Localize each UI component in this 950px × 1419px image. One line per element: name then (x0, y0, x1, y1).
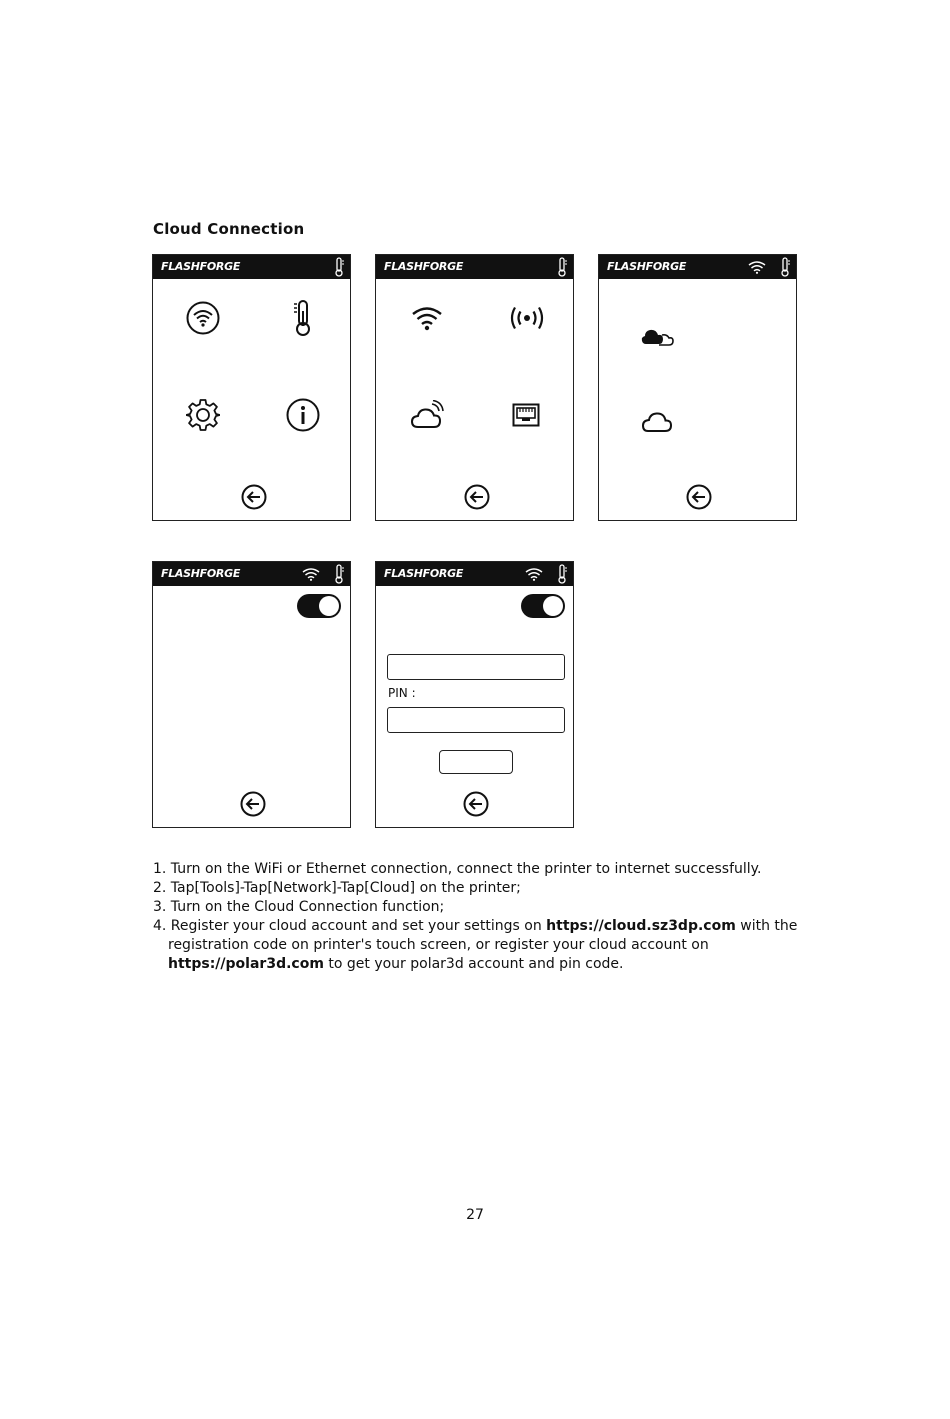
pin-field[interactable] (387, 707, 565, 733)
brand-logo: FLASHFORGE (384, 567, 464, 580)
step-4 (153, 917, 813, 936)
thermometer-icon (557, 564, 567, 584)
instructions (153, 860, 813, 974)
toggle-knob (319, 596, 339, 616)
wifi-icon (302, 567, 320, 581)
confirm-button[interactable] (439, 750, 513, 774)
wifi-circle-icon[interactable] (186, 301, 220, 335)
screen-polar-cloud (375, 561, 574, 828)
step-4-line3 (153, 955, 813, 974)
hotspot-icon[interactable] (510, 306, 544, 330)
brand-logo: FLASHFORGE (161, 260, 241, 273)
cloud-toggle[interactable] (297, 594, 341, 618)
step-1: 1. Turn on the WiFi or Ethernet connection, connect the printer to internet successfully. (153, 861, 762, 877)
thermometer-icon (780, 257, 790, 277)
status-bar (376, 562, 573, 586)
back-icon[interactable] (240, 791, 266, 817)
brand-logo: FLASHFORGE (161, 567, 241, 580)
screen-cloud-select (598, 254, 797, 521)
step-4-text: 4. Register your cloud account and set your settings on (153, 918, 547, 934)
back-icon[interactable] (686, 484, 712, 510)
back-icon[interactable] (464, 484, 490, 510)
polar3d-link[interactable]: https://polar3d.com (168, 956, 324, 972)
ethernet-icon[interactable] (512, 403, 540, 427)
step-2: 2. Tap[Tools]-Tap[Network]-Tap[Cloud] on the printer; (153, 880, 521, 896)
step-3: 3. Turn on the Cloud Connection function; (153, 899, 445, 915)
toggle-knob (543, 596, 563, 616)
cloud-sz3dp-link[interactable]: https://cloud.sz3dp.com (546, 918, 736, 934)
info-icon[interactable] (286, 398, 320, 432)
thermometer-icon[interactable] (292, 299, 314, 337)
status-bar (599, 255, 796, 279)
section-title: Cloud Connection (153, 220, 305, 238)
back-icon[interactable] (241, 484, 267, 510)
cloud-toggle[interactable] (521, 594, 565, 618)
wifi-icon (748, 260, 766, 274)
thermometer-icon (334, 257, 344, 277)
screen-cloud-toggle (152, 561, 351, 828)
cloud-signal-icon[interactable] (410, 400, 444, 430)
brand-logo: FLASHFORGE (607, 260, 687, 273)
account-field[interactable] (387, 654, 565, 680)
brand-logo: FLASHFORGE (384, 260, 464, 273)
status-bar (376, 255, 573, 279)
gear-icon[interactable] (186, 398, 220, 432)
status-bar (153, 255, 350, 279)
wifi-icon (525, 567, 543, 581)
pin-label: PIN : (388, 686, 416, 700)
thermometer-icon (334, 564, 344, 584)
thermometer-icon (557, 257, 567, 277)
step-4-line3-text: to get your polar3d account and pin code. (323, 956, 624, 972)
screen-network (375, 254, 574, 521)
screen-tools (152, 254, 351, 521)
wifi-icon[interactable] (411, 305, 443, 331)
back-icon[interactable] (463, 791, 489, 817)
cloud-flashforge-icon[interactable] (641, 327, 675, 347)
cloud-outline-icon[interactable] (641, 410, 673, 434)
page-number: 27 (466, 1207, 484, 1223)
step-4-line2: registration code on printer's touch screen, or register your cloud account on (168, 937, 709, 953)
status-bar (153, 562, 350, 586)
step-4-text-end: with the (735, 918, 798, 934)
